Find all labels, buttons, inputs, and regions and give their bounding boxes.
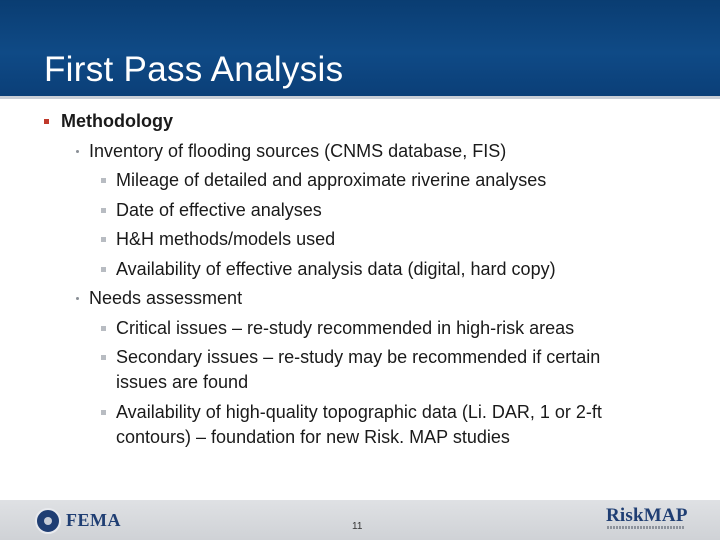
bullet-small-square-icon [101,355,106,360]
sub-list-item: Availability of effective analysis data (digital, hard copy) [116,258,556,279]
section-heading: Methodology [61,111,173,131]
sub-list-item: issues are found [116,372,249,392]
riskmap-logo: RiskMAP [606,505,688,526]
bullet-small-square-icon [101,178,106,183]
sub-list-item: Date of effective analyses [116,199,322,220]
list-item: Needs assessment [89,288,243,308]
list-item: Inventory of flooding sources (CNMS database, FIS) [89,140,507,161]
sub-list-item: Availability of high-quality topographic data (Li. DAR, 1 or 2-ft [116,401,602,422]
page-number: 11 [352,521,363,532]
slide-title: First Pass Analysis [44,50,344,89]
fema-logo: FEMA [66,510,121,530]
bullet-square-icon [44,119,49,124]
sub-list-item: contours) – foundation for new Risk. MAP studies [116,426,510,447]
bullet-small-square-icon [101,410,106,415]
sub-list-item: Secondary issues – re-study may be recommended if certain [116,347,601,367]
bullet-dot-icon [76,297,79,300]
sub-list-item: Mileage of detailed and approximate riverine analyses [116,170,547,190]
title-bar [0,0,720,96]
bullet-small-square-icon [101,237,106,242]
bullet-small-square-icon [101,326,106,331]
bullet-small-square-icon [101,267,106,272]
bullet-dot-icon [76,150,79,153]
dhs-seal-icon [35,508,61,534]
riskmap-tagline-mark [607,526,685,529]
bullet-small-square-icon [101,208,106,213]
sub-list-item: H&H methods/models used [116,229,336,249]
sub-list-item: Critical issues – re-study recommended in high-risk areas [116,317,575,338]
title-divider [0,96,720,99]
